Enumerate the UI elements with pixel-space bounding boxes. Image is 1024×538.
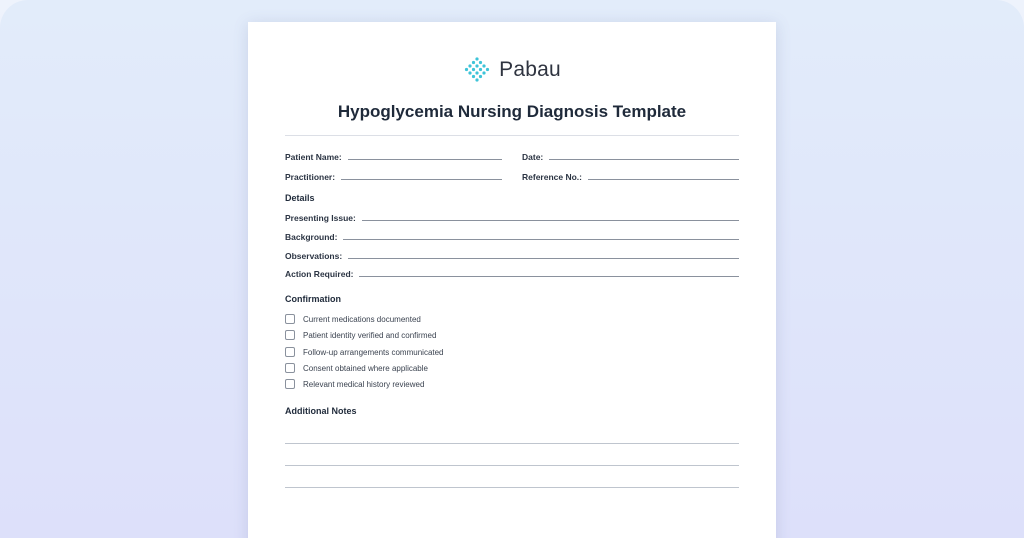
- confirmation-item[interactable]: [285, 379, 424, 389]
- patient-name-label: Patient Name:: [285, 152, 342, 162]
- presenting-issue-line: [362, 220, 739, 221]
- checkbox[interactable]: [285, 363, 295, 373]
- background-line: [343, 239, 739, 240]
- date-line: [549, 159, 739, 160]
- observations-line: [348, 258, 739, 259]
- document-title: Hypoglycemia Nursing Diagnosis Template: [337, 102, 687, 121]
- document-page: [248, 22, 776, 538]
- additional-notes-heading: Additional Notes: [285, 406, 357, 416]
- background-label: Background:: [285, 232, 338, 242]
- action-required-label: Action Required:: [285, 269, 354, 279]
- confirmation-item-label: Current medications documented: [303, 314, 421, 324]
- checkbox[interactable]: [285, 314, 295, 324]
- practitioner-line: [341, 179, 502, 180]
- title-divider: [285, 135, 739, 136]
- presenting-issue-label: Presenting Issue:: [285, 213, 356, 223]
- confirmation-item[interactable]: [285, 347, 444, 357]
- brand-name: Pabau: [499, 58, 561, 81]
- confirmation-item[interactable]: [285, 330, 436, 340]
- patient-name-field[interactable]: [285, 152, 502, 162]
- date-field[interactable]: [522, 152, 739, 162]
- confirmation-item-label: Patient identity verified and confirmed: [303, 330, 437, 340]
- confirmation-item[interactable]: [285, 363, 428, 373]
- checkbox[interactable]: [285, 347, 295, 357]
- background-field[interactable]: [285, 232, 739, 242]
- practitioner-field[interactable]: [285, 172, 502, 182]
- reference-no-field[interactable]: [522, 172, 739, 182]
- confirmation-item-label: Consent obtained where applicable: [303, 363, 428, 373]
- action-required-field[interactable]: [285, 269, 739, 279]
- practitioner-label: Practitioner:: [285, 172, 336, 182]
- presenting-issue-field[interactable]: [285, 213, 739, 223]
- details-heading: Details: [285, 193, 315, 203]
- notes-line[interactable]: [285, 487, 739, 488]
- patient-name-line: [348, 159, 502, 160]
- notes-line[interactable]: [285, 465, 739, 466]
- confirmation-heading: Confirmation: [285, 294, 341, 304]
- reference-no-label: Reference No.:: [522, 172, 582, 182]
- confirmation-item-label: Relevant medical history reviewed: [303, 379, 425, 389]
- confirmation-item[interactable]: [285, 314, 421, 324]
- reference-no-line: [588, 179, 739, 180]
- date-label: Date:: [522, 152, 544, 162]
- checkbox[interactable]: [285, 379, 295, 389]
- notes-line[interactable]: [285, 443, 739, 444]
- observations-field[interactable]: [285, 251, 739, 261]
- checkbox[interactable]: [285, 330, 295, 340]
- confirmation-item-label: Follow-up arrangements communicated: [303, 347, 444, 357]
- observations-label: Observations:: [285, 251, 343, 261]
- action-required-line: [359, 276, 739, 277]
- diamond-dot-grid-icon: [463, 56, 491, 84]
- brand-logo: [248, 56, 776, 84]
